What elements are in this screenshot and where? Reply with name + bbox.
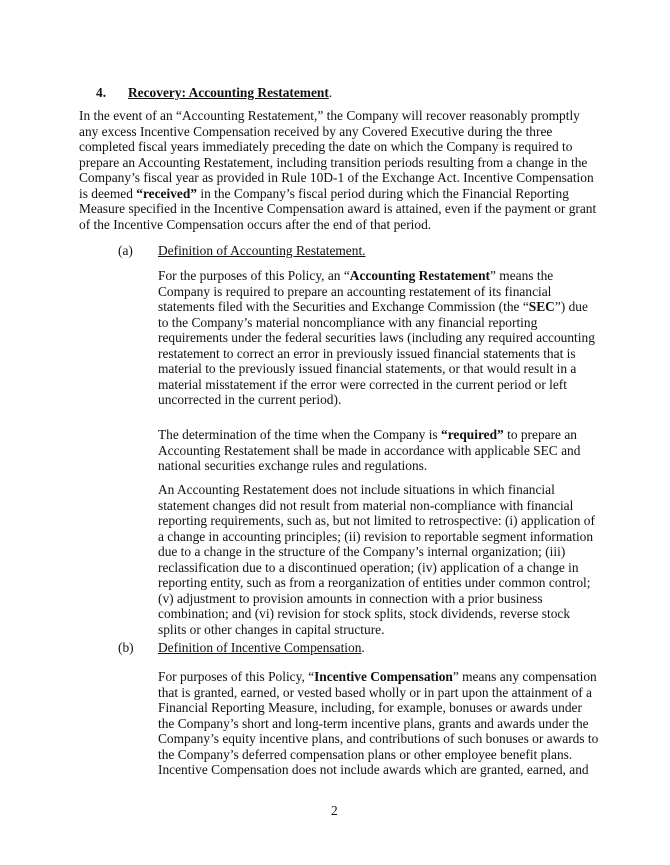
text-line: Company’s equity incentive plans, and contributions of such bonuses or awards to bbox=[158, 731, 599, 746]
text-segment: ”) due bbox=[554, 299, 588, 314]
text-line: An Accounting Restatement does not include situations in which financial bbox=[158, 482, 555, 497]
text-line bbox=[158, 427, 577, 442]
text-segment: The determination of the time when the Company is bbox=[158, 427, 441, 442]
text-segment: For the purposes of this Policy, an “ bbox=[158, 268, 350, 283]
text-line: the Company’s deferred compensation plans or other employee benefit plans. bbox=[158, 746, 573, 762]
text-line: a change in accounting principles; (ii) revision to reportable segment information bbox=[158, 528, 594, 544]
page-number: 2 bbox=[331, 803, 338, 818]
text-segment: ” means any compensation bbox=[452, 669, 597, 684]
subsection-b-heading: Definition of Incentive Compensation. bbox=[158, 640, 365, 655]
subsection-b-title: Definition of Incentive Compensation bbox=[158, 640, 362, 655]
subsection-a-label: (a) bbox=[118, 243, 133, 258]
defined-term: “received” bbox=[136, 185, 197, 201]
subsection-a-title: Definition of Accounting Restatement. bbox=[158, 243, 366, 258]
text-line: material to the previously issued financial statements, or that would result in a bbox=[158, 361, 577, 376]
text-line: restatement to correct an error in previously issued financial statements that is bbox=[158, 345, 576, 361]
text-line: reporting requirements, such as, but not limited to retrospective: (i) application of bbox=[158, 513, 595, 528]
text-line: material misstatement if the error were corrected in the current period or left bbox=[158, 376, 567, 392]
text-line: Company’s fiscal year as provided in Rule 10D-1 of the Exchange Act. Incentive Compensation bbox=[79, 170, 594, 185]
text-line: prepare an Accounting Restatement, including transition periods resulting from a change in the bbox=[79, 154, 588, 170]
subsection-b-label: (b) bbox=[118, 640, 134, 655]
text-line: In the event of an “Accounting Restatement,” the Company will recover reasonably promptly bbox=[79, 108, 580, 123]
text-line: Accounting Restatement shall be made in accordance with applicable SEC and bbox=[158, 442, 581, 458]
text-line: reporting entity, such as from a reorganization of entities under common control; bbox=[158, 575, 591, 590]
defined-term: “required” bbox=[441, 427, 504, 442]
text-line: requirements under the federal securities laws (including any required accounting bbox=[158, 330, 595, 345]
text-segment: in the Company’s fiscal period during which the Financial Reporting bbox=[197, 185, 569, 201]
text-line bbox=[158, 299, 588, 314]
text-line: splits or other changes in capital structure. bbox=[158, 621, 385, 637]
defined-term: Incentive Compensation bbox=[314, 669, 453, 684]
text-line: Incentive Compensation does not include awards which are granted, earned, and bbox=[158, 762, 589, 777]
section-title: Recovery: Accounting Restatement bbox=[128, 85, 329, 100]
text-line: Company is required to prepare an accounting restatement of its financial bbox=[158, 283, 552, 299]
text-segment: to prepare an bbox=[503, 427, 577, 442]
text-line bbox=[158, 669, 597, 684]
section-number: 4. bbox=[96, 85, 107, 100]
text-line: the Company’s short and long-term incentive plans, grants and awards under the bbox=[158, 715, 589, 731]
text-segment: For purposes of this Policy, “ bbox=[158, 669, 315, 684]
defined-term: Accounting Restatement bbox=[349, 268, 490, 283]
text-line: national securities exchange rules and regulations. bbox=[158, 458, 428, 473]
text-line: statement changes did not result from material non-compliance with financial bbox=[158, 497, 574, 513]
text-line: of the Incentive Compensation occurs after the end of that period. bbox=[79, 216, 432, 232]
text-line: Financial Reporting Measure, including, for example, bonuses or awards under bbox=[158, 700, 582, 715]
section-heading: Recovery: Accounting Restatement. bbox=[128, 85, 333, 100]
text-segment: ” means the bbox=[490, 268, 554, 283]
text-segment: is deemed bbox=[79, 185, 137, 201]
text-line: uncorrected in the current period). bbox=[158, 392, 342, 407]
text-line: to the Company’s material noncompliance with any financial reporting bbox=[158, 314, 538, 330]
text-line: Measure specified in the Incentive Compensation award is attained, even if the payment or grant bbox=[79, 201, 597, 216]
text-line: any excess Incentive Compensation received by any Covered Executive during the three bbox=[79, 123, 553, 139]
text-line: reclassification due to a discontinued operation; (iv) application of a change in bbox=[158, 559, 579, 575]
text-line: completed fiscal years immediately preceding the date on which the Company is required to bbox=[79, 139, 573, 154]
text-line bbox=[158, 268, 553, 283]
text-line: that is granted, earned, or vested based wholly or in part upon the attainment of a bbox=[158, 684, 592, 700]
text-line: (v) adjustment to provision amounts in connection with a prior business bbox=[158, 590, 543, 606]
text-line bbox=[79, 186, 569, 201]
defined-term: SEC bbox=[528, 299, 555, 314]
text-segment: statements filed with the Securities and Exchange Commission (the “ bbox=[158, 299, 529, 314]
text-line: combination; and (vi) revision for stock splits, stock dividends, reverse stock bbox=[158, 606, 571, 621]
text-line: due to a change in the structure of the Company’s internal organization; (iii) bbox=[158, 544, 566, 559]
